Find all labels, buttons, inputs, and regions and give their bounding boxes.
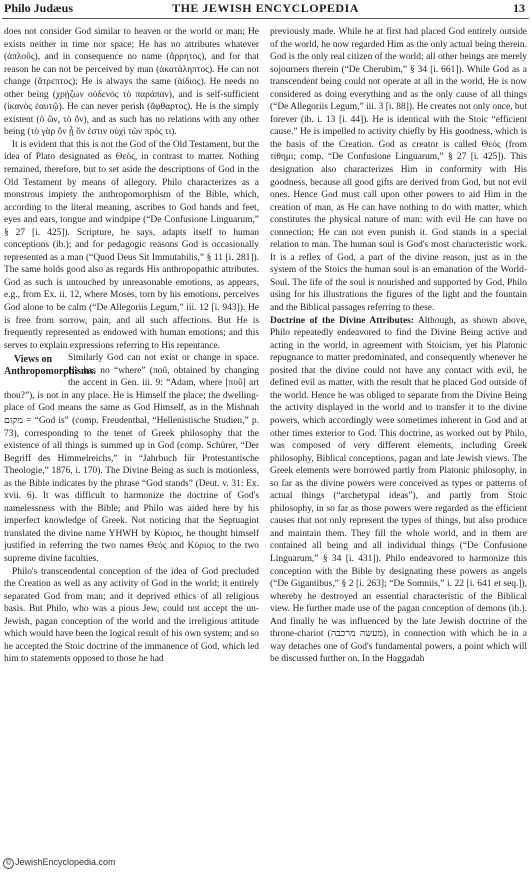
copyright-icon: © xyxy=(3,858,14,869)
page-number: 13 xyxy=(513,1,525,15)
divine-attributes-text: Although, as shown above, Philo repeatedly endeavored to find the Divine Being active and acting in the world, in agreement with Stoicism, yet his Platonic repugnance to matter predominated, and consequently whenever he posited that the divine could not have any contact with evil, he defined evil as matter, with the result that he placed God outside of the world. Hence he was obliged to separate from the Divine Being the activity displayed in the world and to transfer it to the divine powers, which accordingly were sometimes inherent in God and at other times exterior to God. This doctrine, as worked out by Philo, was composed of very different elements, including Greek philosophy, Biblical conceptions, pagan and late Jewish views. The Greek elements were borrowed partly from Platonic philosophy, in so far as the divine powers were conceived as types or patterns of actual things (“archetypal ideas”), and partly from Stoic philosophy, in so far as those powers were regarded as the efficient causes that not only represent the types of things, but also produce and maintain them. They fill the whole world, and in them are contained all being and all individual things (“De Confusione Linguarum,” § 34 [i. 431]). Philo endeavored to harmonize this conception with the Bible by designating these powers as angels (“De Gigantibus,” § 2 [i. 263]; “De Somniis,” i. 22 [i. 641 et seq.]), whereby he destroyed an essential characteristic of the Biblical view. He further made use of the pagan conception of demons (ib.). And finally he was influenced by the late Jewish doctrine of the throne-chariot (מעשה מרכבה), in connection with which he in a way detaches one of God's fundamental powers, a point which will be discussed further on. In the Haggadah xyxy=(270,315,528,665)
section-heading-divine-attributes: Doctrine of the Divine Attributes: xyxy=(270,315,414,326)
left-column xyxy=(4,26,259,666)
left-paragraph-3: Similarly God can not exist or change in space. He has no “where” (ποῦ, obtained by changing the accent in Gen. iii. 9: “Adam, where [ποῦ] art thou?”), is not in any place. He is Himself the place; the dwelling-place of God means the same as God Himself, as in the Mishnah מקום = “God is” (comp. Freudenthal, “Hellenistische Studien,” p. 73), corresponding to the tenet of Greek philosophy that the existence of all things is summed up in God (comp. Schürer, “Der Begriff des Himmelreichs,” in “Jahrbuch für Protestantische Theologie,” 1876, i. 170). The Divine Being as such is motionless, as the Bible indicates by the phrase “God stands” (Deut. v. 31: Ex. xvii. 6). It was difficult to harmonize the doctrine of God's namelessness with the Bible; and Philo was aided here by his imperfect knowledge of Greek. Not noticing that the Septuagint translated the divine name YHWH by Κύριος, he thought himself justified in referring the two names Θεός and Κύριος to the two supreme divine faculties. xyxy=(4,353,259,564)
encyclopedia-title: THE JEWISH ENCYCLOPEDIA xyxy=(172,1,359,15)
footer-site-link[interactable]: JewishEncyclopedia.com xyxy=(15,857,116,867)
header-rule xyxy=(2,18,529,19)
page-header xyxy=(0,0,531,18)
left-paragraph-4: Philo's transcendental conception of the idea of God precluded the Creation as well as any activity of God in the world; it entirely separated God from man; and it deprived ethics of all religious basis. But Philo, who was a pious Jew, could not accept the un-Jewish, pagan conception of the world and the irreligious attitude which would have been the logical result of his own system; and so he accepted the Stoic doctrine of the immanence of God, which led him to statements opposed to those he had xyxy=(4,566,259,665)
running-head-title: Philo Judæus xyxy=(4,1,74,15)
right-paragraph-2 xyxy=(270,315,527,666)
left-paragraph-2: It is evident that this is not the God of the Old Testament, but the idea of Plato designated as Θεός, in contrast to matter. Nothing remained, therefore, but to set aside the descriptions of God in the Old Testament by means of allegory. Philo characterizes as a monstrous impiety the anthropomorphism of the Bible, which, according to the literal meaning, ascribes to God hands and feet, eyes and ears, tongue and windpipe (“De Confusione Linguarum,” § 27 [i. 425]). Scripture, he says, adapts itself to human conceptions (ib.); and for pedagogic reasons God is occasionally represented as a man (“Quod Deus Sit Immutabilis,” § 11 [i. 281]). The same holds good also as regards His anthropopathic attributes. God as such is untouched by unreasonable emotions, as appears, e.g., from Ex. ii. 12, where Moses, torn by his emotions, perceives God alone to be calm (“De Allegoriis Legum,” iii. 12 [i. 943]). He is free from sorrow, pain, and all such affections. But He is frequently represented as endowed with human emotions; and this serves to explain expressions referring to His repentance. xyxy=(4,139,259,351)
sidenote-anthropomorphisms: Views on Anthropomorphisms. xyxy=(4,354,96,378)
right-column xyxy=(270,26,527,666)
right-paragraph-1: previously made. While he at first had placed God entirely outside of the world, he now regarded Him as the only actual being therein. God is the only real citizen of the world; all other beings are merely sojourners therein (“De Cherubim,” § 34 [i. 661]). While God as a transcendent being could not operate at all in the world, He is now considered as doing everything and as the only cause of all things (“De Allegoriis Legum,” iii. 3 [i. 88]). He creates not only once, but forever (ib. i. 13 [i. 44]). He is identical with the Stoic “efficient cause.” He is impelled to activity chiefly by His goodness, which is the basis of the Creation. God as creator is called Θεός (from τίθημι; comp. “De Confusione Linguarum,” § 27 [i. 425]). This designation also characterizes Him in conformity with His goodness, because all good gifts are derived from God, but not evil ones. Hence God must call upon other powers to aid Him in the creation of man, as He can have nothing to do with matter, which constitutes the physical nature of man: with evil He can have no connection; He can not even punish it. God stands in a special relation to man. The human soul is God's most characteristic work. It is a reflex of God, a part of the divine reason, just as in the system of the Stoics the human soul is an emanation of the World-Soul. The life of the soul is nourished and supported by God, Philo using for his illustrations the figures of the light and the fountain and the Biblical passages referring to these. xyxy=(270,27,527,314)
footer xyxy=(3,857,116,869)
left-paragraph-1: does not consider God similar to heaven or the world or man; He exists neither in time nor space; He has no attributes whatever (ἀπλοῦς), and in consequence no name (ἄρρητος), and for that reason he can not be perceived by man (ἀκατάληπτος). He can not change (ἄτρεπτος); He is always the same (ἀίδιος). He needs no other being (χρῄζων οὐδενὸς τὸ παράπαν), and is self-sufficient (ἱκανὸς ἑαυτῷ). He can never perish (ἄφθαρτος). He is the simply existent (ὁ ὢν, τὸ ὄν), and as such has no relations with any other being (τὸ γὰρ ὄν ᾗ ὄν ἐστιν οὐχὶ τῶν πρός τι). xyxy=(4,27,259,138)
